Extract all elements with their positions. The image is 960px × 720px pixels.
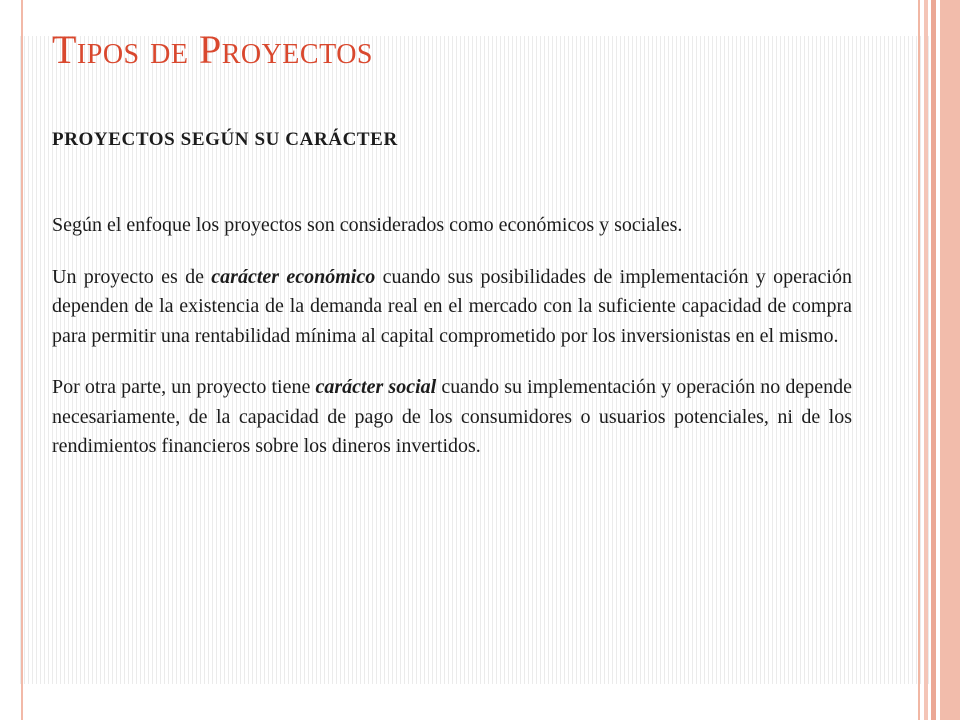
paragraph-social	[52, 373, 852, 462]
left-accent-line	[21, 0, 23, 720]
paragraph-intro	[52, 211, 852, 241]
paragraph-text: cuando sus posibilidades de implementación y operación dependen de la existencia de la demanda real en el mercado con la suficiente capacidad de compra para permitir una rentabilidad mínima al capital comprometido por los inversionistas en el mismo.	[52, 265, 852, 347]
right-accent-bar	[924, 0, 928, 720]
slide-title: Tipos de Proyectos	[52, 27, 373, 72]
paragraph-text: Por otra parte, un proyecto tiene	[52, 376, 316, 398]
section-heading: PROYECTOS SEGÚN SU CARÁCTER	[52, 129, 398, 150]
right-accent-bar	[931, 0, 936, 720]
paragraph-text: Un proyecto es de	[52, 265, 212, 288]
paragraph-text: Según el enfoque los proyectos son considerados como económicos y sociales.	[52, 214, 683, 236]
right-accent-bar	[918, 0, 920, 720]
paragraph-economic	[52, 263, 852, 352]
paragraph-text: cuando su implementación y operación no depende necesariamente, de la capacidad de pago de los consumidores o usuarios potenciales, ni de los rendimientos financieros sobre los dineros invertidos.	[52, 376, 853, 457]
slide-body	[52, 211, 852, 484]
emphasis-term: carácter social	[315, 376, 437, 398]
emphasis-term: carácter económico	[211, 265, 376, 288]
right-accent-bar	[940, 0, 960, 720]
